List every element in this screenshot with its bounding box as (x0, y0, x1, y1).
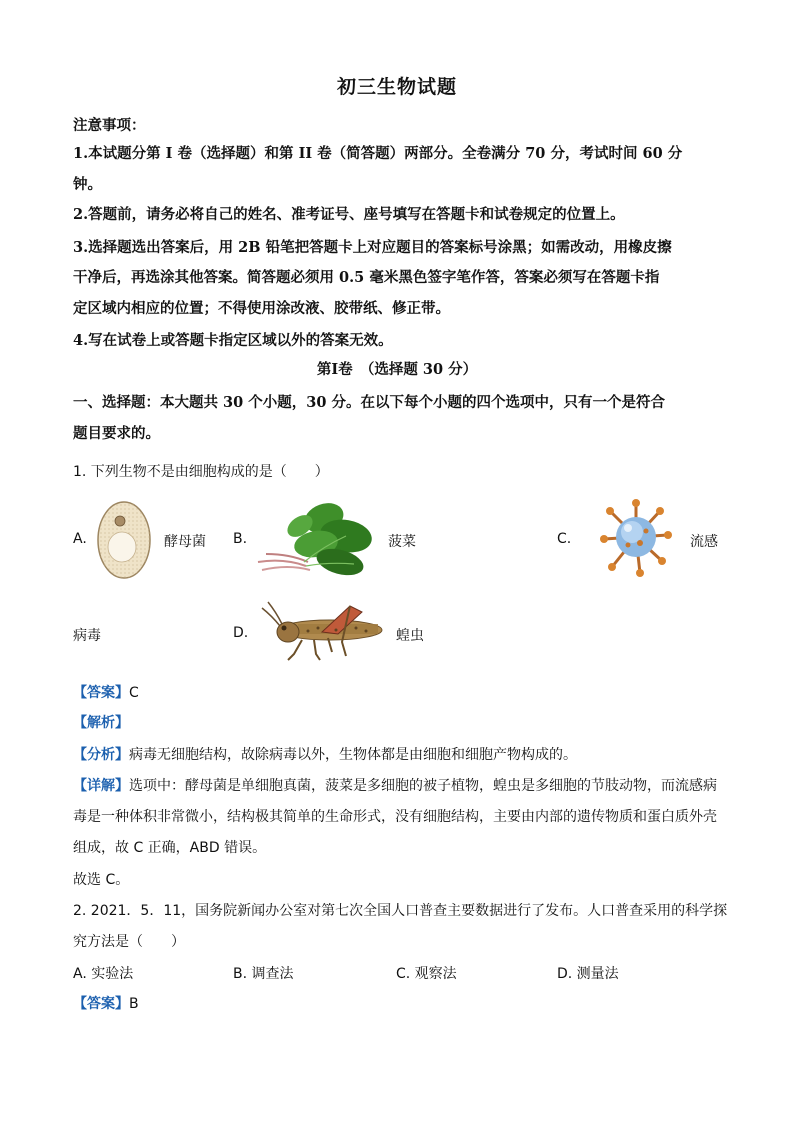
notice-line-3c: 定区域内相应的位置；不得使用涂改液、胶带纸、修正带。 (73, 300, 450, 317)
q2-option-a: A. 实验法 (73, 966, 134, 982)
q1-option-b-text: 菠菜 (388, 534, 416, 550)
notice-line-3b: 干净后，再选涂其他答案。简答题必须用 0.5 毫米黑色签字笔作答，答案必须写在答题卡指 (73, 269, 660, 286)
section-heading: 第Ⅰ卷 （选择题 30 分） (316, 361, 478, 378)
q1-fenxi-line (73, 744, 577, 764)
page-title: 初三生物试题 (336, 76, 457, 98)
q1-fenxi-tag: 【分析】 (73, 747, 129, 763)
q1-option-c-letter: C. (557, 531, 572, 547)
q1-answer-line (73, 682, 139, 702)
q2-option-c: C. 观察法 (396, 966, 457, 982)
q1-stem: 1. 下列生物不是由细胞构成的是（ ） (73, 464, 329, 480)
q1-option-c-text-1: 流感 (690, 534, 718, 550)
notice-line-3a: 3.选择题选出答案后，用 2B 铅笔把答题卡上对应题目的答案标号涂黑；如需改动，用橡皮擦 (73, 239, 672, 256)
q1-conclusion: 故选 C。 (73, 872, 130, 888)
notice-line-4: 4.写在试卷上或答题卡指定区域以外的答案无效。 (73, 332, 393, 349)
q1-detail-line-2: 毒是一种体积非常微小，结构极其简单的生命形式，没有细胞结构，主要由内部的遗传物质和蛋白质外壳 (73, 809, 717, 825)
q1-option-a-text: 酵母菌 (164, 534, 206, 550)
q1-detail-tag: 【详解】 (73, 778, 129, 794)
q2-stem-line-1: 2. 2021．5．11，国务院新闻办公室对第七次全国人口普查主要数据进行了发布。人口普查采用的科学探 (73, 903, 728, 919)
section-intro-a: 一、选择题：本大题共 30 个小题，30 分。在以下每个小题的四个选项中，只有一个是符合 (73, 394, 665, 411)
q2-answer-value: B (129, 996, 139, 1012)
q1-option-a-letter: A. (73, 531, 87, 547)
q1-fenxi-text: 病毒无细胞结构，故除病毒以外，生物体都是由细胞和细胞产物构成的。 (129, 747, 577, 763)
notice-line-2: 2.答题前，请务必将自己的姓名、准考证号、座号填写在答题卡和试卷规定的位置上。 (73, 206, 625, 223)
q1-answer-tag: 【答案】 (73, 685, 129, 701)
q1-option-b-letter: B. (233, 531, 248, 547)
q1-option-d-text: 蝗虫 (396, 628, 424, 644)
q1-option-c-text-2: 病毒 (73, 628, 101, 644)
q1-option-d-letter: D. (233, 625, 249, 641)
notice-heading: 注意事项： (73, 117, 146, 134)
q2-answer-line (73, 993, 139, 1013)
yeast-cell-image (96, 500, 152, 580)
section-intro-b: 题目要求的。 (73, 425, 160, 442)
q1-analysis-tag: 【解析】 (73, 715, 129, 731)
influenza-virus-image (600, 497, 672, 577)
q1-detail-line-1 (73, 775, 717, 795)
q1-detail-line-3: 组成，故 C 正确，ABD 错误。 (73, 840, 267, 856)
spinach-image (254, 496, 378, 582)
q1-detail-text-1: 选项中：酵母菌是单细胞真菌，菠菜是多细胞的被子植物，蝗虫是多细胞的节肢动物，而流感病 (129, 778, 717, 794)
q2-option-d: D. 测量法 (557, 966, 619, 982)
q1-answer-value: C (129, 685, 139, 701)
notice-line-1b: 钟。 (73, 176, 102, 193)
q2-stem-line-2: 究方法是（ ） (73, 934, 185, 950)
q2-option-b: B. 调查法 (233, 966, 294, 982)
q2-answer-tag: 【答案】 (73, 996, 129, 1012)
locust-image (258, 598, 384, 666)
notice-line-1: 1.本试题分第 I 卷（选择题）和第 II 卷（简答题）两部分。全卷满分 70 分，考试时间 60 分 (73, 145, 683, 162)
